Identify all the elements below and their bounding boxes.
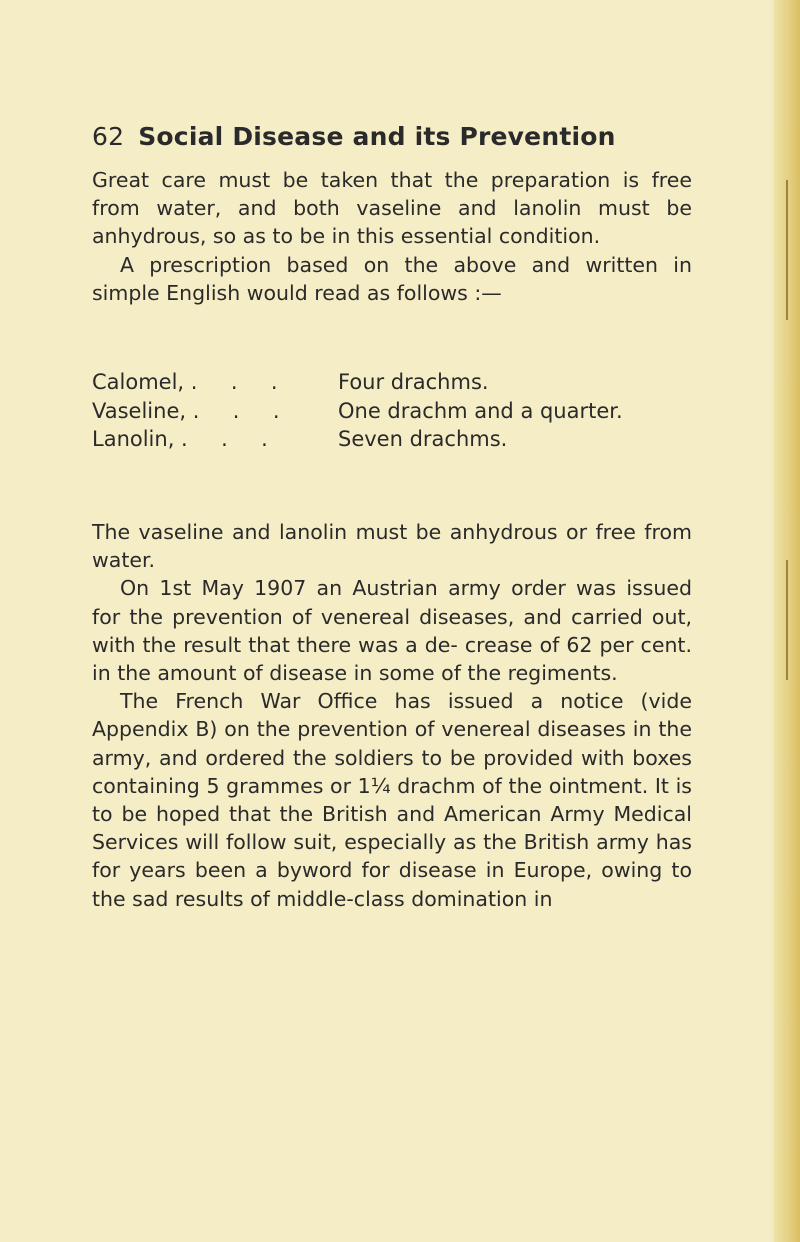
running-header <box>92 122 616 151</box>
paragraph: The vaseline and lanolin must be anhydrous or free from water. <box>92 520 692 573</box>
ingredient-name: Calomel, . . . <box>92 370 278 394</box>
page-edge <box>774 0 800 1242</box>
body-text-top <box>92 166 692 307</box>
paragraph: Great care must be taken that the preparation is free from water, and both vaseline and lanolin must be anhydrous, so as to be in this essential condition. <box>92 168 692 249</box>
ingredient-amount: One drachm and a quarter. <box>338 398 623 423</box>
ingredient-name: Lanolin, . . . <box>92 427 268 451</box>
ingredient-amount: Four drachms. <box>338 370 489 394</box>
prescription-row <box>92 425 623 454</box>
prescription-row <box>92 368 623 397</box>
page-edge-shadow <box>786 560 788 680</box>
ingredient-name: Vaseline, . . . <box>92 398 280 423</box>
body-text-bottom <box>92 518 692 913</box>
page-edge-shadow <box>786 180 788 320</box>
page-number: 62 <box>92 122 125 151</box>
prescription-row <box>92 397 623 426</box>
running-title: Social Disease and its Prevention <box>138 122 616 151</box>
paragraph: A prescription based on the above and written in simple English would read as follows :— <box>92 252 692 305</box>
paragraph: On 1st May 1907 an Austrian army order was issued for the prevention of venereal diseases, and carried out, with the result that there was a de- crease of 62 per cent. in the amount of disease in some of the regiments. <box>92 576 692 686</box>
paragraph: The French War Office has issued a notice (vide Appendix B) on the prevention of venereal diseases in the army, and ordered the soldiers to be provided with boxes containing 5 grammes or 1¼ drachm of the ointment. It is to be hoped that the British and American Army Medical Services will follow suit, especially as the British army has for years been a byword for disease in Europe, owing to the sad results of middle-class domination in <box>92 689 692 911</box>
ingredient-amount: Seven drachms. <box>338 427 508 451</box>
prescription-list <box>92 368 623 454</box>
